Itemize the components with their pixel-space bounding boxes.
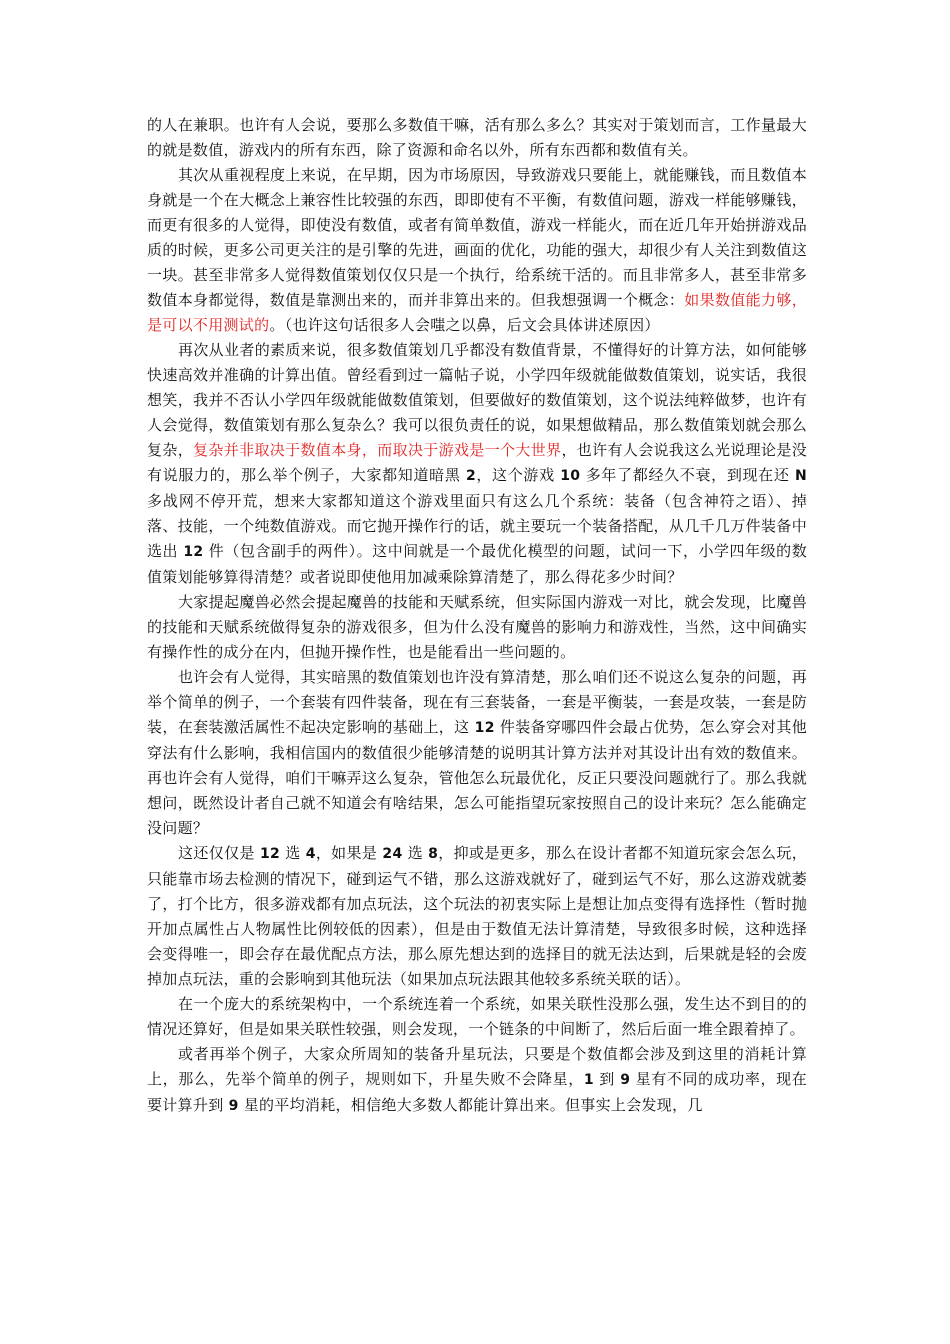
text-run: 这还仅仅是: [178, 844, 260, 862]
text-run: 件装备穿哪四件会最占优势，怎么穿会对其他穿法有什么影响，我相信国内的数值很少能够清楚的说明其计算方法并对其设计出有效的数值来。再也许会有人觉得，咱们干嘛弄这么复杂，管他怎么玩最优化，反正只要没问题就行了。那么我就想问，既然设计者自己就不知道会有啥结果，怎么可能指望玩家按照自己的设计来玩？怎么能确定没问题？: [147, 718, 807, 837]
paragraph: [147, 338, 807, 590]
paragraph: [147, 992, 807, 1042]
text-run: ，也许有人会说我这么光说理论是没有说服力的，那么举个例子，大家都知道暗黑: [147, 441, 807, 484]
text-run: ，这个游戏: [476, 466, 561, 484]
bold-number: 8: [428, 846, 439, 862]
bold-number: 4: [305, 846, 316, 862]
bold-number: 12: [474, 720, 495, 736]
paragraph: [147, 665, 807, 841]
highlighted-text: 复杂并非取决于数值本身，而取决于游戏是一个大世界: [193, 441, 562, 459]
text-run: 再次从业者的素质来说，很多数值策划几乎都没有数值背景，不懂得好的计算方法，如何能够快速高效并准确的计算出值。曾经看到过一篇帖子说，小学四年级就能做数值策划，说实话，我很想笑，我并不否认小学四年级就能做数值策划，但要做好的数值策划，这个说法纯粹做梦，也许有人会觉得，数值策划有那么复杂么？我可以很负责任的说，如果想做精品，那么数值策划就会那么复杂，: [147, 341, 807, 459]
paragraph: [147, 113, 807, 163]
bold-number: 1: [583, 1072, 594, 1088]
bold-number: 10: [560, 468, 581, 484]
bold-number: 9: [228, 1098, 239, 1114]
text-run: 多年了都经久不衰，到现在还: [580, 466, 795, 484]
text-run: 选: [280, 844, 306, 862]
text-run: 星的平均消耗，相信绝大多数人都能计算出来。但事实上会发现，几: [238, 1096, 703, 1114]
bold-number: 2: [465, 468, 476, 484]
text-run: 其次从重视程度上来说，在早期，因为市场原因，导致游戏只要能上，就能赚钱，而且数值本身就是一个在大概念上兼容性比较强的东西，即即使有不平衡，有数值问题，游戏一样能够赚钱，而更有很多的人觉得，即使没有数值，或者有简单数值，游戏一样能火，而在近几年开始拼游戏品质的时候，更多公司更关注的是引擎的先进，画面的优化，功能的强大，却很少有人关注到数值这一块。甚至非常多人觉得数值策划仅仅只是一个执行，给系统干活的。而且非常多人，甚至非常多数值本身都觉得，数值是靠测出来的，而并非算出来的。但我想强调一个概念：: [147, 166, 807, 309]
paragraph: [147, 841, 807, 992]
document-page: [147, 113, 807, 1119]
text-run: ，如果是: [315, 844, 383, 862]
paragraph: [147, 590, 807, 665]
text-run: 的人在兼职。也许有人会说，要那么多数值干嘛，活有那么多么？其实对于策划而言，工作量最大的就是数值，游戏内的所有东西，除了资源和命名以外，所有东西都和数值有关。: [147, 116, 807, 159]
paragraph: [147, 1042, 807, 1119]
text-run: 在一个庞大的系统架构中，一个系统连着一个系统，如果关联性没那么强，发生达不到目的的情况还算好，但是如果关联性较强，则会发现，一个链条的中间断了，然后后面一堆全跟着掉了。: [147, 995, 807, 1038]
text-run: 星有不同的成功率，现在要计算升到: [147, 1070, 808, 1114]
text-run: 。（也许这句话很多人会嗤之以鼻，后文会具体讲述原因）: [269, 316, 660, 334]
text-run: 或者再举个例子，大家众所周知的装备升星玩法，只要是个数值都会涉及到这里的消耗计算上，那么，先举个简单的例子，规则如下，升星失败不会降星，: [147, 1045, 807, 1088]
text-run: ，抑或是更多，那么在设计者都不知道玩家会怎么玩，只能靠市场去检测的情况下，碰到运气不错，那么这游戏就好了，碰到运气不好，那么这游戏就萎了，打个比方，很多游戏都有加点玩法，这个玩法的初衷实际上是想让加点变得有选择性（暂时抛开加点属性占人物属性比例较低的因素），但是由于数值无法计算清楚，导致很多时候，这种选择会变得唯一，即会存在最优配点方法，那么原先想达到的选择目的就无法达到，后果就是轻的会废掉加点玩法，重的会影响到其他玩法（如果加点玩法跟其他较多系统关联的话）。: [147, 844, 807, 988]
bold-number: 9: [620, 1072, 631, 1088]
highlighted-text: 如果数值能力够，是可以不用测试的: [147, 291, 807, 334]
text-run: 件（包含副手的两件）。这中间就是一个最优化模型的问题，试问一下，小学四年级的数值策划能够算得清楚？或者说即使他用加减乘除算清楚了，那么得花多少时间？: [147, 542, 807, 586]
text-run: 大家提起魔兽必然会提起魔兽的技能和天赋系统，但实际国内游戏一对比，就会发现，比魔兽的技能和天赋系统做得复杂的游戏很多，但为什么没有魔兽的影响力和游戏性，当然，这中间确实有操作性的成分在内，但抛开操作性，也是能看出一些问题的。: [147, 593, 807, 661]
text-run: 选: [402, 844, 429, 862]
text-run: 多战网不停开荒，想来大家都知道这个游戏里面只有这么几个系统：装备（包含神符之语）、掉落、技能，一个纯数值游戏。而它抛开操作行的话，就主要玩一个装备搭配，从几千几万件装备中选出: [147, 492, 807, 560]
bold-number: 12: [183, 544, 204, 560]
bold-number: 24: [382, 846, 403, 862]
text-run: 也许会有人觉得，其实暗黑的数值策划也许没有算清楚，那么咱们还不说这么复杂的问题，再举个简单的例子，一个套装有四件装备，现在有三套装备，一套是平衡装，一套是攻装，一套是防装，在套装激活属性不起决定影响的基础上，这: [147, 668, 807, 736]
bold-number: N: [794, 468, 807, 484]
text-run: 到: [593, 1070, 621, 1088]
bold-number: 12: [259, 846, 281, 862]
paragraph: [147, 163, 807, 338]
